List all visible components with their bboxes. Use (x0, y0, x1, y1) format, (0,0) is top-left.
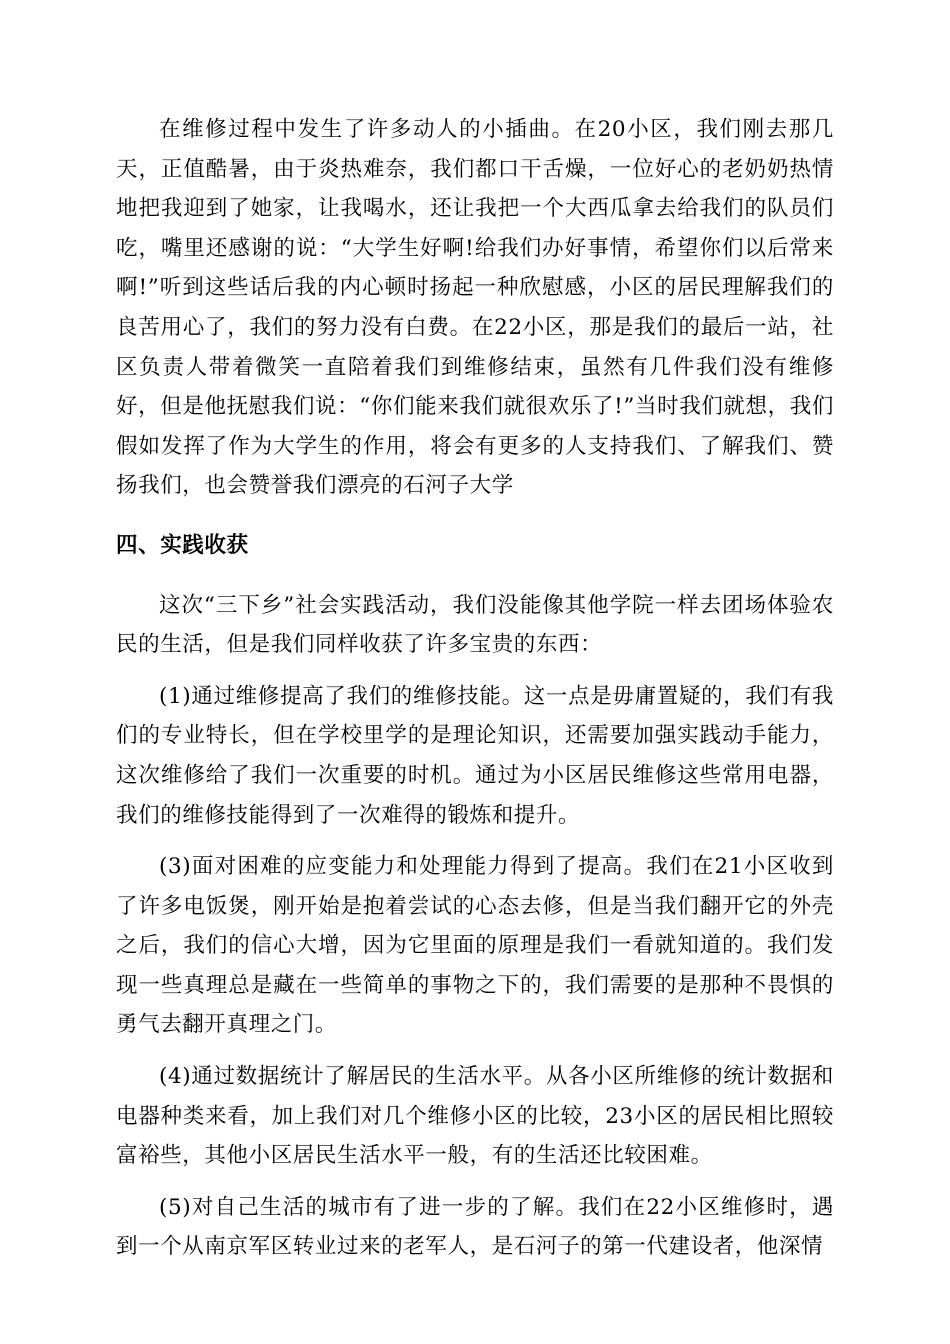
section-heading-practice-gains: 四、实践收获 (116, 532, 249, 558)
document-body (116, 110, 834, 1267)
paragraph-gain-statistics: (4)通过数据统计了解居民的生活水平。从各小区所维修的统计数据和电器种类来看，加上我们对几个维修小区的比较，23小区的居民相比照较富裕些，其他小区居民生活水平一般，有的生活还比较困难。 (116, 1064, 834, 1169)
paragraph-maintenance-episodes: 在维修过程中发生了许多动人的小插曲。在20小区，我们刚去那几天，正值酷暑，由于炎热难奈，我们都口干舌燥，一位好心的老奶奶热情地把我迎到了她家，让我喝水，还让我把一个大西瓜拿去给我们的队员们吃，嘴里还感谢的说：“大学生好啊!给我们办好事情，希望你们以后常来啊!”听到这些话后我的内心顿时扬起一种欣慰感，小区的居民理解我们的良苦用心了，我们的努力没有白费。在22小区，那是我们的最后一站，社区负责人带着微笑一直陪着我们到维修结束，虽然有几件我们没有维修好，但是他抚慰我们说：“你们能来我们就很欢乐了!”当时我们就想，我们假如发挥了作为大学生的作用，将会有更多的人支持我们、了解我们、赞扬我们，也会赞誉我们漂亮的石河子大学 (116, 117, 834, 499)
paragraph-gain-skills: (1)通过维修提高了我们的维修技能。这一点是毋庸置疑的，我们有我们的专业特长，但在学校里学的是理论知识，还需要加强实践动手能力，这次维修给了我们一次重要的时机。通过为小区居民维修这些常用电器，我们的维修技能得到了一次难得的锻炼和提升。 (116, 683, 834, 828)
paragraph-gain-city-understanding: (5)对自己生活的城市有了进一步的了解。我们在22小区维修时，遇到一个从南京军区转业过来的老军人，是石河子的第一代建设者，他深情 (116, 1194, 834, 1260)
paragraph-activity-intro: 这次“三下乡”社会实践活动，我们没能像其他学院一样去团场体验农民的生活，但是我们同样收获了许多宝贵的东西： (116, 592, 834, 658)
paragraph-gain-adaptability: (3)面对困难的应变能力和处理能力得到了提高。我们在21小区收到了许多电饭煲，刚开始是抱着尝试的心态去修，但是当我们翻开它的外壳之后，我们的信心大增，因为它里面的原理是我们一看就知道的。我们发现一些真理总是藏在一些简单的事物之下的，我们需要的是那种不畏惧的勇气去翻开真理之门。 (116, 854, 834, 1038)
